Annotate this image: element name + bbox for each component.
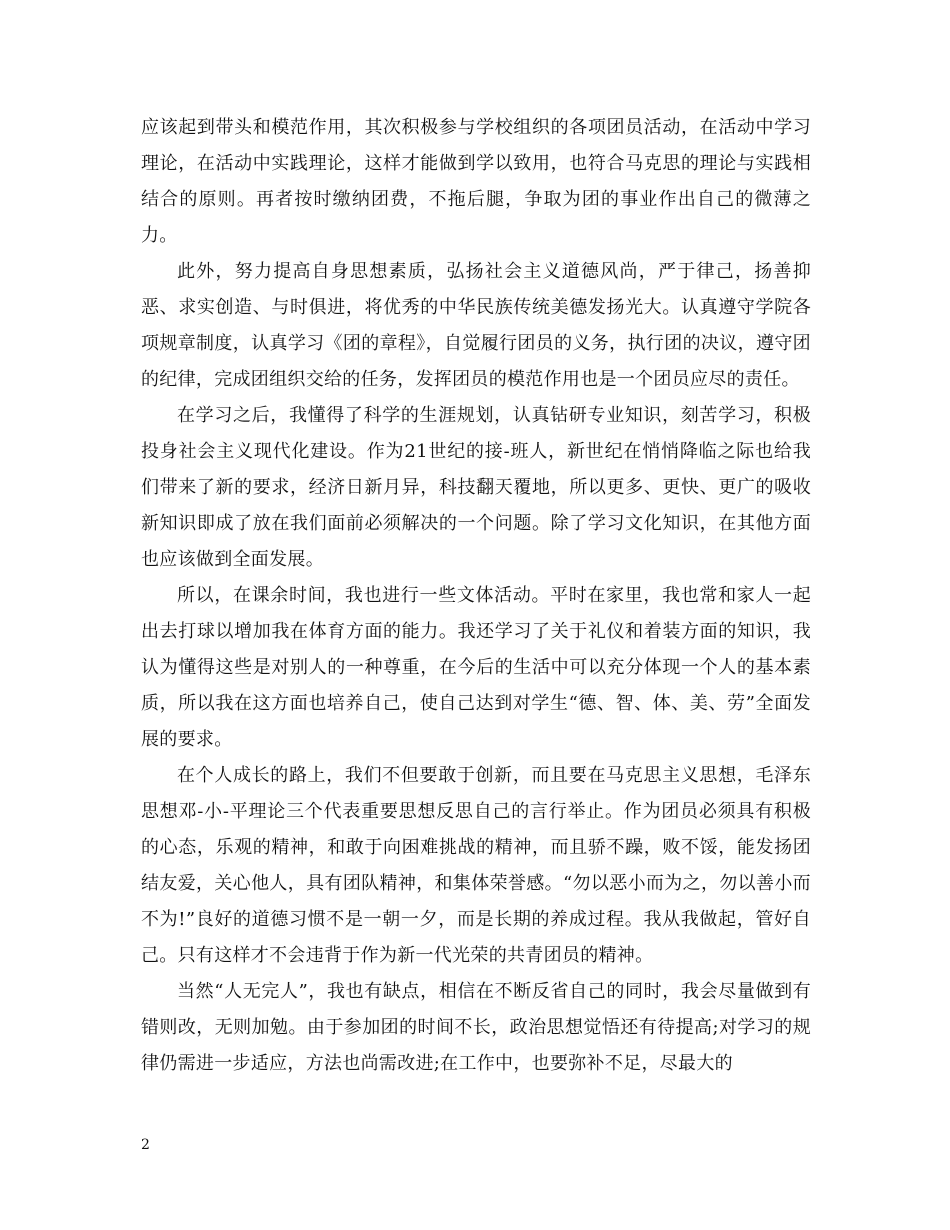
page-number: 2 bbox=[141, 1137, 150, 1153]
paragraph-6: 当然“人无完人”，我也有缺点，相信在不断反省自己的同时，我会尽量做到有错则改，无则加勉。由于参加团的时间不长，政治思想觉悟还有待提高;对学习的规律仍需进一步适应，方法也尚需改进;在工作中，也要弥补不足，尽最大的 bbox=[141, 981, 811, 1074]
paragraph-1: 应该起到带头和模范作用，其次积极参与学校组织的各项团员活动，在活动中学习理论，在活动中实践理论，这样才能做到学以致用，也符合马克思的理论与实践相结合的原则。再者按时缴纳团费，不拖后腿，争取为团的事业作出自己的微薄之力。 bbox=[141, 117, 811, 246]
document-body bbox=[141, 110, 811, 1082]
paragraph-2: 此外，努力提高自身思想素质，弘扬社会主义道德风尚，严于律己，扬善抑恶、求实创造、与时俱进，将优秀的中华民族传统美德发扬光大。认真遵守学院各项规章制度，认真学习《团的章程》，自觉履行团员的义务，执行团的决议，遵守团的纪律，完成团组织交给的任务，发挥团员的模范作用也是一个团员应尽的责任。 bbox=[141, 261, 811, 390]
paragraph-4: 所以，在课余时间，我也进行一些文体活动。平时在家里，我也常和家人一起出去打球以增加我在体育方面的能力。我还学习了关于礼仪和着装方面的知识，我认为懂得这些是对别人的一种尊重，在今后的生活中可以充分体现一个人的基本素质，所以我在这方面也培养自己，使自己达到对学生“德、智、体、美、劳”全面发展的要求。 bbox=[141, 585, 811, 750]
paragraph-3: 在学习之后，我懂得了科学的生涯规划，认真钻研专业知识，刻苦学习，积极投身社会主义现代化建设。作为21世纪的接-班人，新世纪在悄悄降临之际也给我们带来了新的要求，经济日新月异，科技翻天覆地，所以更多、更快、更广的吸收新知识即成了放在我们面前必须解决的一个问题。除了学习文化知识，在其他方面也应该做到全面发展。 bbox=[141, 405, 811, 570]
paragraph-5: 在个人成长的路上，我们不但要敢于创新，而且要在马克思主义思想，毛泽东思想邓-小-平理论三个代表重要思想反思自己的言行举止。作为团员必须具有积极的心态，乐观的精神，和敢于向困难挑战的精神，而且骄不躁，败不馁，能发扬团结友爱，关心他人，具有团队精神，和集体荣誉感。“勿以恶小而为之，勿以善小而不为!”良好的道德习惯不是一朝一夕，而是长期的养成过程。我从我做起，管好自己。只有这样才不会违背于作为新一代光荣的共青团员的精神。 bbox=[141, 765, 811, 966]
